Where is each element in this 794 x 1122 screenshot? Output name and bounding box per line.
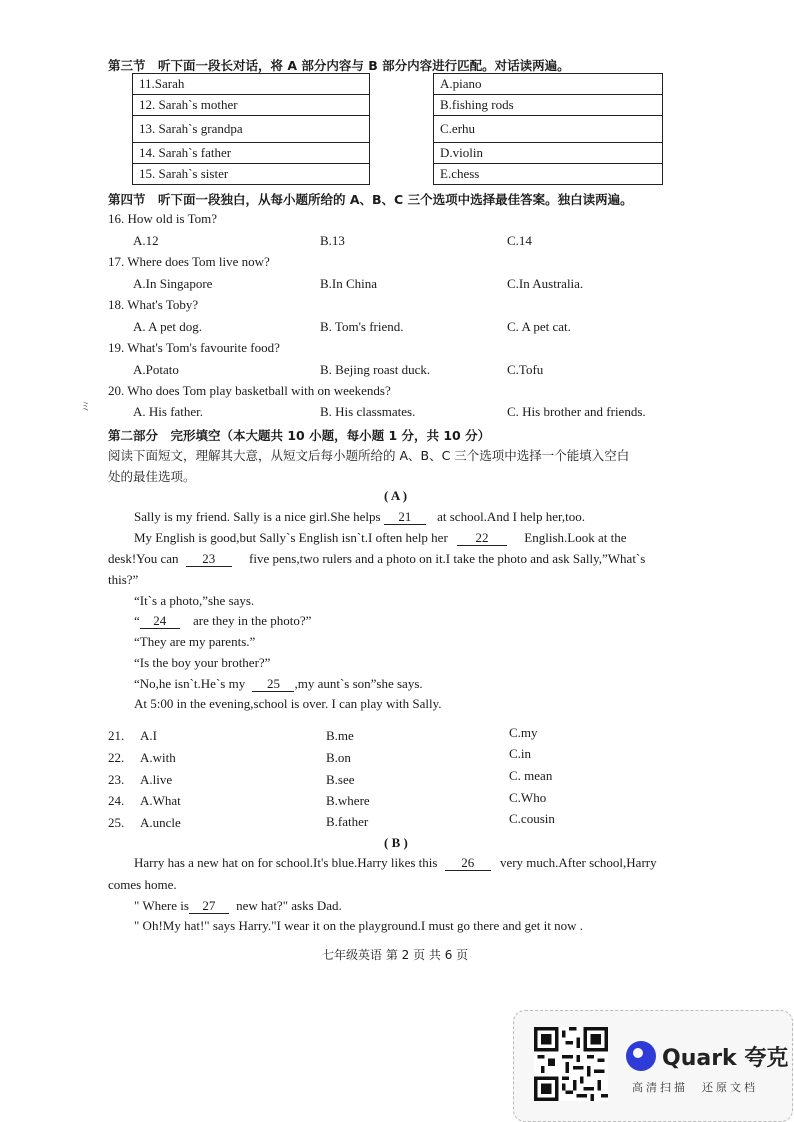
option-c: C.my xyxy=(509,725,538,740)
option-b: B.on xyxy=(326,750,351,765)
quark-logo-icon xyxy=(626,1041,656,1071)
option-18b: B. Tom's friend. xyxy=(320,319,404,334)
passage-b-line: Harry has a new hat on for school.It's blue.Harry likes this 26 very much.After school,Harry xyxy=(134,855,657,870)
match-table-a xyxy=(132,73,370,185)
match-b-item: B.fishing rods xyxy=(434,95,663,116)
scanner-watermark xyxy=(513,1010,793,1122)
option-a: A.live xyxy=(140,772,173,787)
passage-a-line: “No,he isn`t.He`s my 25 ,my aunt`s son”she says. xyxy=(134,676,423,691)
blank-25: 25 xyxy=(252,677,294,692)
option-b: B.father xyxy=(326,814,369,829)
option-19c: C.Tofu xyxy=(507,362,544,377)
option-b: B.where xyxy=(326,793,370,808)
option-a: A.I xyxy=(140,728,157,743)
option-number: 21. xyxy=(108,728,125,743)
part2-instruction: 处的最佳选项。 xyxy=(108,469,196,484)
match-b-item: D.violin xyxy=(434,143,663,164)
match-b-item: A.piano xyxy=(434,74,663,95)
option-c: C.in xyxy=(509,746,532,761)
option-17b: B.In China xyxy=(320,276,378,291)
match-b-item: C.erhu xyxy=(434,116,663,143)
option-19a: A.Potato xyxy=(133,362,179,377)
option-number: 24. xyxy=(108,793,125,808)
passage-b-line: comes home. xyxy=(108,877,177,892)
match-b-item: E.chess xyxy=(434,164,663,185)
passage-b-line: " Oh!My hat!" says Harry."I wear it on the playground.I must go there and get it now . xyxy=(134,918,584,933)
passage-a-label: ( A ) xyxy=(384,488,408,503)
option-17a: A.In Singapore xyxy=(133,276,213,291)
blank-27: 27 xyxy=(189,899,229,914)
match-a-item: 15. Sarah`s sister xyxy=(133,164,370,185)
question-16: 16. How old is Tom? xyxy=(108,211,217,226)
section4-heading: 第四节 听下面一段独白，从每小题所给的 A、B、C 三个选项中选择最佳答案。独白读两遍。 xyxy=(108,192,633,207)
option-20c: C. His brother and friends. xyxy=(507,404,646,419)
passage-a-line: desk!You can 23 five pens,two rulers and a photo on it.I take the photo and ask Sally,”What`s xyxy=(108,551,646,566)
option-c: C.Who xyxy=(509,790,547,805)
option-number: 22. xyxy=(108,750,125,765)
quark-tagline: 高清扫描 还原文档 xyxy=(632,1081,758,1094)
blank-26: 26 xyxy=(445,856,491,871)
match-a-item: 12. Sarah`s mother xyxy=(133,95,370,116)
blank-23: 23 xyxy=(186,552,232,567)
passage-a-line: “It`s a photo,”she says. xyxy=(134,593,255,608)
option-19b: B. Bejing roast duck. xyxy=(320,362,431,377)
passage-a-line: Sally is my friend. Sally is a nice girl.She helps 21 at school.And I help her,too. xyxy=(134,509,585,524)
option-a: A.What xyxy=(140,793,181,808)
option-b: B.see xyxy=(326,772,355,787)
match-table-b xyxy=(433,73,663,185)
passage-b-label: ( B ) xyxy=(384,835,408,850)
question-20: 20. Who does Tom play basketball with on weekends? xyxy=(108,383,391,398)
part2-heading: 第二部分 完形填空（本大题共 10 小题，每小题 1 分，共 10 分） xyxy=(108,428,491,443)
option-16c: C.14 xyxy=(507,233,532,248)
question-18: 18. What's Toby? xyxy=(108,297,199,312)
section3-heading: 第三节 听下面一段长对话，将 A 部分内容与 B 部分内容进行匹配。对话读两遍。 xyxy=(108,58,570,73)
passage-a-line: At 5:00 in the evening,school is over. I can play with Sally. xyxy=(134,696,442,711)
option-20a: A. His father. xyxy=(133,404,204,419)
passage-a-line: this?” xyxy=(108,572,139,587)
option-c: C. mean xyxy=(509,768,553,783)
question-17: 17. Where does Tom live now? xyxy=(108,254,270,269)
option-number: 23. xyxy=(108,772,125,787)
match-a-item: 11.Sarah xyxy=(133,74,370,95)
option-18a: A. A pet dog. xyxy=(133,319,202,334)
match-a-item: 14. Sarah`s father xyxy=(133,143,370,164)
qr-code-icon xyxy=(534,1027,608,1101)
page-footer: 七年级英语 第 2 页 共 6 页 xyxy=(322,948,469,962)
option-number: 25. xyxy=(108,815,125,830)
option-18c: C. A pet cat. xyxy=(507,319,571,334)
passage-a-line: My English is good,but Sally`s English isn`t.I often help her 22 English.Look at the xyxy=(134,530,627,545)
option-16b: B.13 xyxy=(320,233,345,248)
blank-21: 21 xyxy=(384,510,426,525)
passage-a-line: “ 24 are they in the photo?” xyxy=(134,613,312,628)
blank-24: 24 xyxy=(140,614,180,629)
blank-22: 22 xyxy=(457,531,507,546)
option-20b: B. His classmates. xyxy=(320,404,416,419)
passage-a-line: “They are my parents.” xyxy=(134,634,256,649)
option-c: C.cousin xyxy=(509,811,555,826)
passage-a-line: “Is the boy your brother?” xyxy=(134,655,271,670)
part2-instruction: 阅读下面短文，理解其大意，从短文后每小题所给的 A、B、C 三个选项中选择一个能填入空白 xyxy=(108,448,630,463)
option-a: A.uncle xyxy=(140,815,181,830)
match-a-item: 13. Sarah`s grandpa xyxy=(133,116,370,143)
option-b: B.me xyxy=(326,728,354,743)
question-19: 19. What's Tom's favourite food? xyxy=(108,340,280,355)
option-17c: C.In Australia. xyxy=(507,276,584,291)
option-16a: A.12 xyxy=(133,233,159,248)
passage-b-line: " Where is 27 new hat?" asks Dad. xyxy=(134,898,342,913)
option-a: A.with xyxy=(140,750,176,765)
margin-mark: ミ xyxy=(80,401,91,413)
quark-brand: Quark 夸克 xyxy=(662,1046,789,1071)
